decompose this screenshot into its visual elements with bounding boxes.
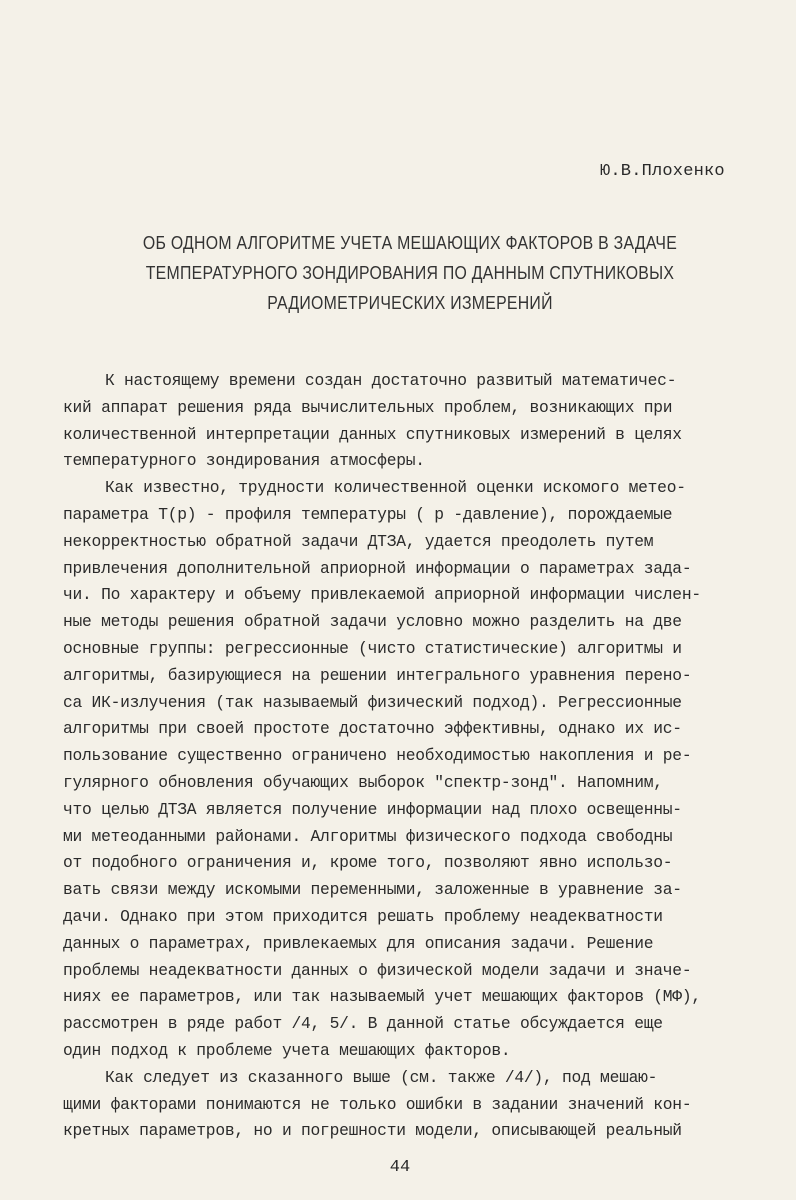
title-line: ОБ ОДНОМ АЛГОРИТМЕ УЧЕТА МЕШАЮЩИХ ФАКТОРОВ В ЗАДАЧЕ <box>142 233 678 253</box>
body-line: количественной интерпретации данных спутниковых измерений в целях <box>63 424 682 444</box>
body-line: чи. По характеру и объему привлекаемой априорной информации числен- <box>63 585 701 605</box>
title-line: ТЕМПЕРАТУРНОГО ЗОНДИРОВАНИЯ ПО ДАННЫМ СПУТНИКОВЫХ <box>145 263 675 283</box>
author-name: Ю.В.Плохенко <box>600 162 725 181</box>
body-line: проблемы неадекватности данных о физической модели задачи и значе- <box>63 960 692 980</box>
article-title <box>120 228 701 318</box>
body-line: вать связи между искомыми переменными, заложенные в уравнение за- <box>63 880 682 900</box>
body-line: Как следует из сказанного выше (см. также /4/), под мешаю- <box>105 1067 658 1087</box>
body-text <box>63 368 783 1145</box>
body-line: ные методы решения обратной задачи условно можно разделить на две <box>63 612 682 632</box>
body-line: основные группы: регрессионные (чисто статистические) алгоритмы и <box>63 638 682 658</box>
body-line: са ИК-излучения (так называемый физический подход). Регрессионные <box>63 692 682 712</box>
body-line: кретных параметров, но и погрешности модели, описывающей реальный <box>63 1121 682 1141</box>
body-line: привлечения дополнительной априорной информации о параметрах зада- <box>63 558 692 578</box>
body-line: что целью ДТЗА является получение информации над плохо освещенны- <box>63 799 682 819</box>
body-line: Как известно, трудности количественной оценки искомого метео- <box>105 478 686 498</box>
body-line: гулярного обновления обучающих выборок "спектр-зонд". Напомним, <box>63 772 663 792</box>
body-line: ниях ее параметров, или так называемый учет мешающих факторов (МФ), <box>63 987 701 1007</box>
body-line: алгоритмы, базирующиеся на решении интегрального уравнения перено- <box>63 665 692 685</box>
body-line: один подход к проблеме учета мешающих факторов. <box>63 1040 511 1060</box>
body-line: рассмотрен в ряде работ /4, 5/. В данной статье обсуждается еще <box>63 1014 663 1034</box>
body-line: щими факторами понимаются не только ошибки в задании значений кон- <box>63 1094 692 1114</box>
body-line: пользование существенно ограничено необходимостью накопления и ре- <box>63 746 692 766</box>
body-line: данных о параметрах, привлекаемых для описания задачи. Решение <box>63 933 654 953</box>
body-line: К настоящему времени создан достаточно развитый математичес- <box>105 371 677 390</box>
body-line: кий аппарат решения ряда вычислительных проблем, возникающих при <box>63 397 673 417</box>
body-line: некорректностью обратной задачи ДТЗА, удается преодолеть путем <box>63 531 654 551</box>
body-line: от подобного ограничения и, кроме того, позволяют явно использо- <box>63 853 673 873</box>
body-line: дачи. Однако при этом приходится решать проблему неадекватности <box>63 906 663 926</box>
title-line: РАДИОМЕТРИЧЕСКИХ ИЗМЕРЕНИЙ <box>267 293 553 313</box>
page-number: 44 <box>389 1158 411 1177</box>
body-line: ми метеоданными районами. Алгоритмы физического подхода свободны <box>63 826 673 846</box>
body-line: алгоритмы при своей простоте достаточно эффективны, однако их ис- <box>63 719 682 739</box>
body-line: температурного зондирования атмосферы. <box>63 451 425 471</box>
body-line: параметра T(p) - профиля температуры ( p -давление), порождаемые <box>63 504 673 524</box>
